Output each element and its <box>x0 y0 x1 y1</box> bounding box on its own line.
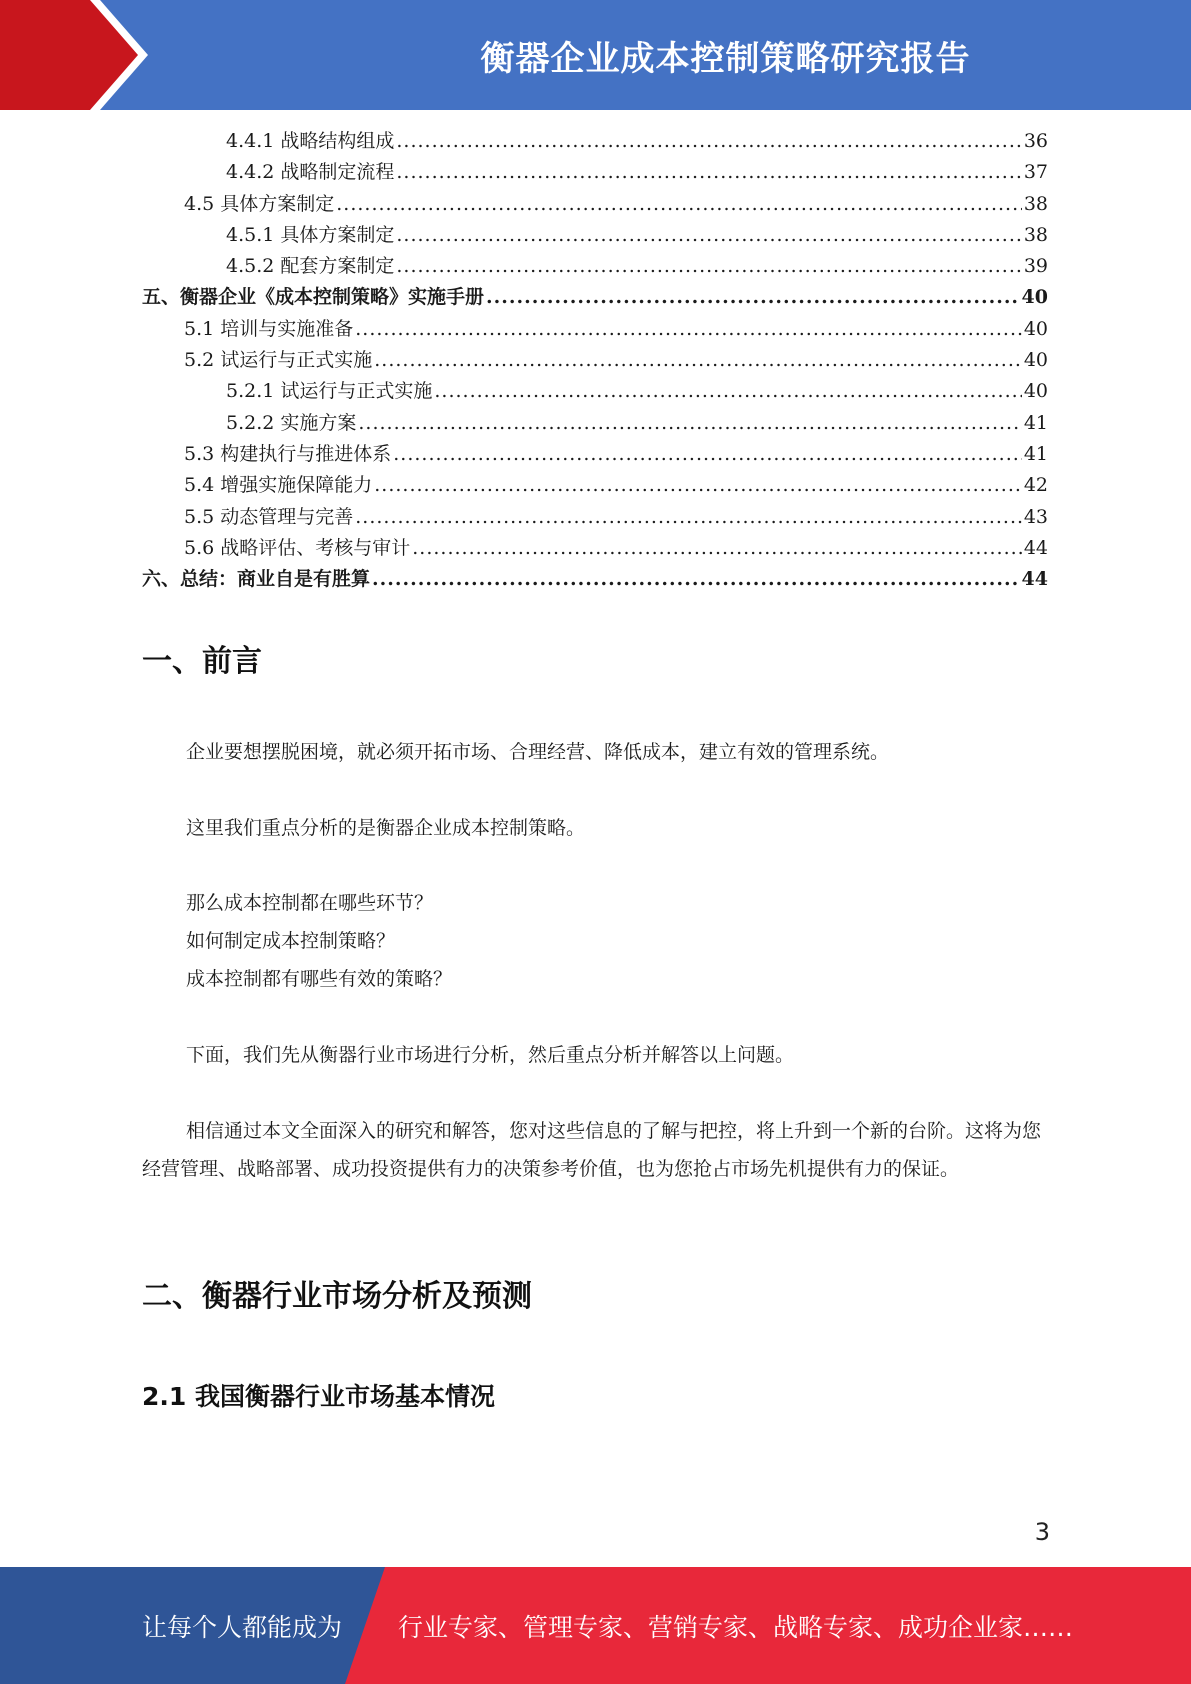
paragraph-text: 成本控制都有哪些有效的策略？ <box>186 968 453 990</box>
toc-leader-dots <box>396 126 1021 157</box>
toc-entry[interactable] <box>142 220 1048 251</box>
toc-entry-text: 4.4.2 战略制定流程 <box>226 161 395 184</box>
toc-entry-page: 41 <box>1023 411 1048 434</box>
page-number: 3 <box>1034 1518 1050 1546</box>
toc-leader-dots <box>374 470 1022 501</box>
toc-entry-page: 39 <box>1023 255 1048 278</box>
toc-entry-text: 五、衡器企业《成本控制策略》实施手册 <box>142 286 485 309</box>
toc-leader-dots <box>355 502 1022 533</box>
toc-leader-dots <box>336 189 1022 220</box>
subsection-heading: 2.1 我国衡器行业市场基本情况 <box>142 1382 495 1411</box>
toc-entry-page: 38 <box>1023 223 1048 246</box>
toc-entry-page: 38 <box>1023 192 1048 215</box>
toc-entry-text: 5.1 培训与实施准备 <box>184 317 354 340</box>
report-title: 衡器企业成本控制策略研究报告 <box>480 38 971 79</box>
toc-entry-text: 5.4 增强实施保障能力 <box>184 474 373 497</box>
toc-entry-text: 4.4.1 战略结构组成 <box>226 130 395 152</box>
toc-entry[interactable] <box>142 564 1048 595</box>
toc-entry-text: 5.6 战略评估、考核与审计 <box>184 536 411 559</box>
toc-leader-dots <box>486 282 1020 313</box>
toc-entry[interactable] <box>142 376 1048 407</box>
toc-leader-dots <box>355 314 1022 345</box>
toc-entry-page: 40 <box>1021 286 1048 309</box>
toc-leader-dots <box>434 376 1021 407</box>
toc-entry[interactable] <box>142 502 1048 533</box>
paragraph-text: 那么成本控制都在哪些环节？ <box>186 892 434 914</box>
toc-entry-page: 40 <box>1023 317 1048 340</box>
toc-entry-text: 5.2.1 试运行与正式实施 <box>226 380 433 403</box>
toc-entry-text: 5.2 试运行与正式实施 <box>184 349 373 372</box>
paragraph-text: 相信通过本文全面深入的研究和解答，您对这些信息的了解与把控，将上升到一个新的台阶。这将为您经营管理、战略部署、成功投资提供有力的决策参考价值，也为您抢占市场先机提供有力的保证。 <box>142 1120 1042 1180</box>
toc-entry-page: 36 <box>1023 130 1048 152</box>
toc-entry[interactable] <box>142 189 1048 220</box>
table-of-contents <box>142 126 1048 595</box>
toc-entry-text: 5.5 动态管理与完善 <box>184 505 354 528</box>
toc-entry-page: 42 <box>1023 474 1048 497</box>
toc-entry-page: 43 <box>1023 505 1048 528</box>
toc-entry-page: 44 <box>1021 568 1048 591</box>
toc-entry-page: 40 <box>1023 349 1048 372</box>
paragraph <box>142 1112 1048 1188</box>
page-header <box>0 0 1191 110</box>
toc-leader-dots <box>374 345 1022 376</box>
toc-leader-dots <box>358 408 1021 439</box>
toc-leader-dots <box>396 157 1021 188</box>
toc-entry-page: 44 <box>1023 536 1048 559</box>
section-heading-preface: 一、前言 <box>142 644 262 679</box>
toc-entry[interactable] <box>142 408 1048 439</box>
toc-entry-text: 4.5.2 配套方案制定 <box>226 255 395 278</box>
toc-entry[interactable] <box>142 251 1048 282</box>
paragraph-text: 企业要想摆脱困境，就必须开拓市场、合理经营、降低成本，建立有效的管理系统。 <box>186 741 890 763</box>
toc-leader-dots <box>396 220 1021 251</box>
paragraph-text: 这里我们重点分析的是衡器企业成本控制策略。 <box>186 817 586 839</box>
toc-entry[interactable] <box>142 533 1048 564</box>
toc-entry[interactable] <box>142 282 1048 313</box>
footer-slogan-right: 行业专家、管理专家、营销专家、战略专家、成功企业家…… <box>398 1612 1074 1642</box>
paragraph <box>142 1036 1048 1074</box>
toc-entry-page: 37 <box>1023 161 1048 184</box>
toc-entry-text: 六、总结：商业自是有胜算 <box>142 568 371 591</box>
toc-entry-text: 4.5.1 具体方案制定 <box>226 223 395 246</box>
section-heading-market-analysis: 二、衡器行业市场分析及预测 <box>142 1279 532 1314</box>
toc-entry[interactable] <box>142 345 1048 376</box>
toc-entry[interactable] <box>142 157 1048 188</box>
page-footer <box>0 1567 1191 1684</box>
toc-entry-text: 5.3 构建执行与推进体系 <box>184 442 392 465</box>
paragraph <box>142 884 1048 998</box>
toc-leader-dots <box>372 564 1020 595</box>
toc-entry-page: 40 <box>1023 380 1048 403</box>
paragraph-text: 下面，我们先从衡器行业市场进行分析，然后重点分析并解答以上问题。 <box>186 1044 795 1066</box>
toc-entry-text: 4.5 具体方案制定 <box>184 192 335 215</box>
toc-entry[interactable] <box>142 126 1048 157</box>
toc-entry-text: 5.2.2 实施方案 <box>226 411 357 434</box>
toc-entry[interactable] <box>142 439 1048 470</box>
footer-slogan-left: 让每个人都能成为 <box>142 1612 343 1642</box>
toc-leader-dots <box>396 251 1021 282</box>
paragraph <box>142 809 1048 847</box>
toc-entry[interactable] <box>142 314 1048 345</box>
paragraph-text: 如何制定成本控制策略？ <box>186 930 396 952</box>
toc-leader-dots <box>412 533 1022 564</box>
paragraph <box>142 733 1048 771</box>
toc-entry-page: 41 <box>1023 442 1048 465</box>
toc-entry[interactable] <box>142 470 1048 501</box>
toc-leader-dots <box>393 439 1022 470</box>
